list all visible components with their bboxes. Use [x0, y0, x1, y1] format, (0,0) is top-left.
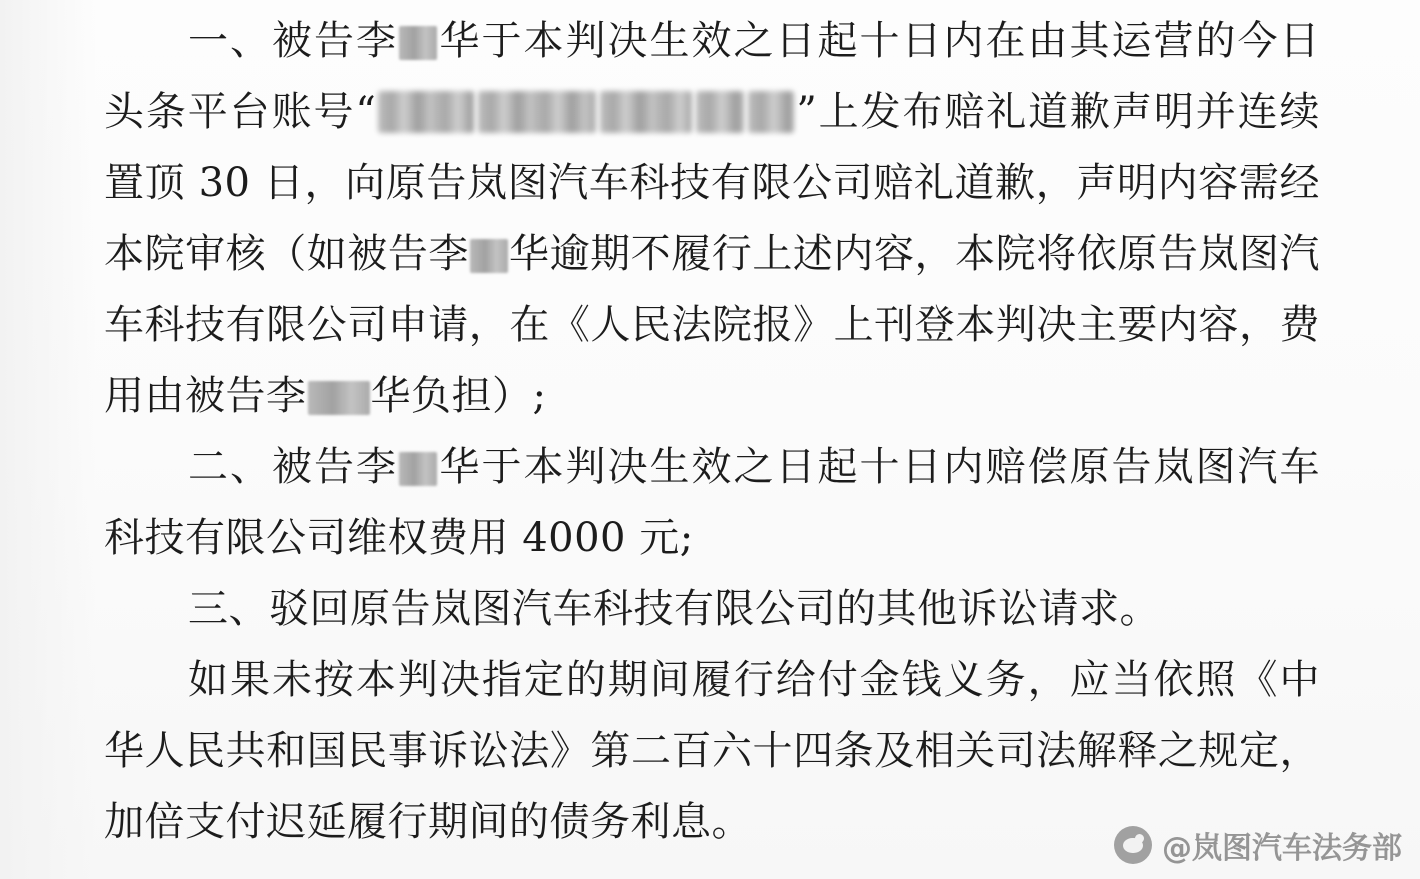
text-segment: 二、被告李: [188, 444, 398, 490]
redaction-block: [470, 239, 508, 273]
text-segment: 三、驳回原告岚图汽车科技有限公司的其他诉讼请求。: [188, 586, 1160, 632]
text-segment: ”上发布赔礼道歉声明并连续置顶 30 日，向原告岚图汽车科技有限公司赔礼道歉，声明内容需经本院审核（如被告李: [104, 89, 1321, 277]
watermark: [1114, 823, 1402, 867]
weibo-logo-icon: [1114, 826, 1152, 864]
redaction-block: [399, 452, 437, 486]
judgment-item-3: [104, 574, 1320, 645]
text-segment: 华逾期不履行上述内容，本院将依原告岚图汽车科技有限公司申请，在《人民法院报》上刊登本判决主要内容，费用由被告李: [104, 231, 1321, 419]
judgment-item-2: [104, 432, 1320, 574]
redaction-block: [478, 91, 596, 133]
text-segment: 一、被告李: [188, 18, 398, 64]
redaction-block: [748, 91, 794, 133]
text-segment: 华于本判决生效之日起十日内赔偿原告岚图汽车科技有限公司维权费用 4000 元;: [104, 444, 1320, 561]
watermark-label: @岚图汽车法务部: [1162, 831, 1402, 866]
text-segment: 华于本判决生效之日起十日内在由其运营的今日头条平台账号“: [104, 18, 1320, 135]
document-body: [104, 6, 1320, 858]
redaction-block: [399, 26, 437, 60]
redaction-block: [378, 91, 474, 133]
redaction-block: [600, 91, 692, 133]
redaction-block: [696, 91, 744, 133]
text-segment: 华负担）;: [370, 373, 547, 419]
judgment-item-1: [104, 6, 1320, 432]
redaction-block: [308, 381, 370, 415]
text-segment: 如果未按本判决指定的期间履行给付金钱义务，应当依照《中华人民共和国民事诉讼法》第二百六十四条及相关司法解释之规定，加倍支付迟延履行期间的债务利息。: [104, 657, 1320, 845]
